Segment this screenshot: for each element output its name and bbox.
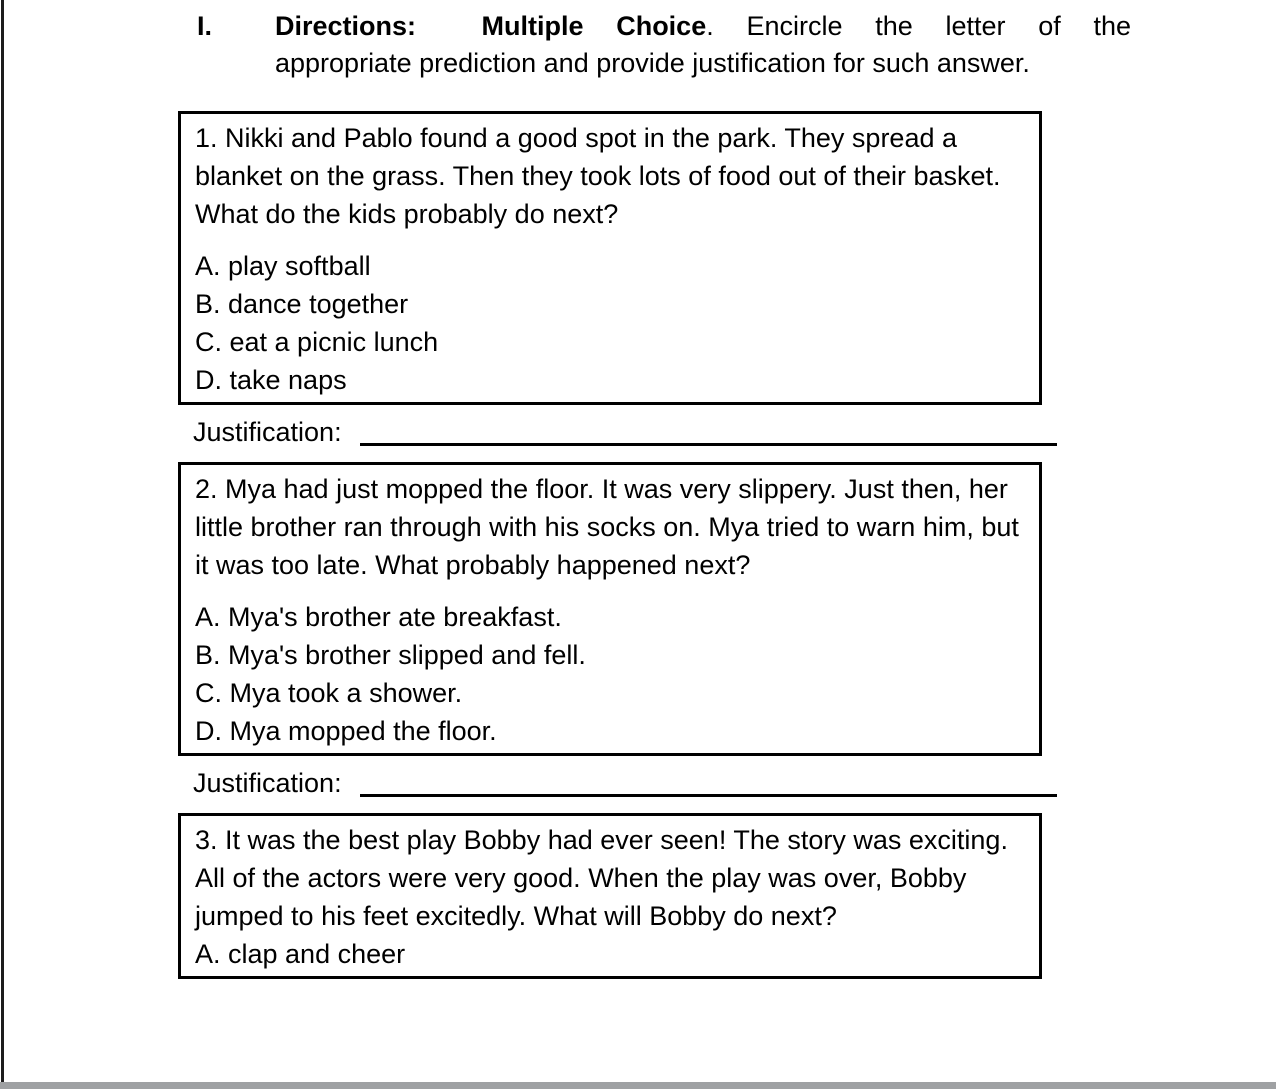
question-3-option-a: A. clap and cheer [195,939,406,969]
directions-rest: . Encircle the letter of the [706,11,1131,41]
question-2-option-c: C. Mya took a shower. [195,678,463,708]
question-1-prompt: 1. Nikki and Pablo found a good spot in the park. They spread a blanket on the grass. Then they took lots of food out of their basket. What do the kids probably do next? [195,123,1001,229]
justification-row-2 [178,759,1057,802]
directions-body [275,8,1131,82]
question-2-option-d: D. Mya mopped the floor. [195,716,497,746]
question-1-option-c: C. eat a picnic lunch [195,327,439,357]
horizontal-scrollbar[interactable] [0,1082,1276,1089]
directions-line1 [275,8,1131,45]
justification-1-blank-line [360,443,1057,446]
question-1-option-b: B. dance together [195,289,409,319]
question-3-options [195,935,1025,973]
question-1-option-a: A. play softball [195,251,371,281]
question-1-options [195,247,1025,399]
question-2-prompt: 2. Mya had just mopped the floor. It was very slippery. Just then, her little brother ran through with his socks on. Mya tried to warn him, but it was too late. What probably happened next? [195,474,1019,580]
justification-2-label: Justification: [193,768,342,798]
directions-header [197,8,1131,82]
question-3-prompt: 3. It was the best play Bobby had ever seen! The story was exciting. All of the actors were very good. When the play was over, Bobby jumped to his feet excitedly. What will Bobby do next? [195,825,1008,931]
justification-row-1 [178,408,1057,451]
directions-numeral: I. [197,11,213,41]
page-left-border [1,0,4,1082]
question-box-1 [178,111,1042,405]
directions-line2: appropriate prediction and provide justification for such answer. [275,48,1030,78]
question-2-options [195,598,1025,750]
directions-label: Directions: [275,11,449,41]
justification-2-blank-line [360,794,1057,797]
question-2-option-b: B. Mya's brother slipped and fell. [195,640,586,670]
question-2-option-a: A. Mya's brother ate breakfast. [195,602,562,632]
question-1-option-d: D. take naps [195,365,347,395]
justification-1-label: Justification: [193,417,342,447]
page-content [178,8,1138,979]
directions-bold-phrase: Multiple Choice [481,11,707,41]
question-box-2 [178,462,1042,756]
question-box-3 [178,813,1042,979]
